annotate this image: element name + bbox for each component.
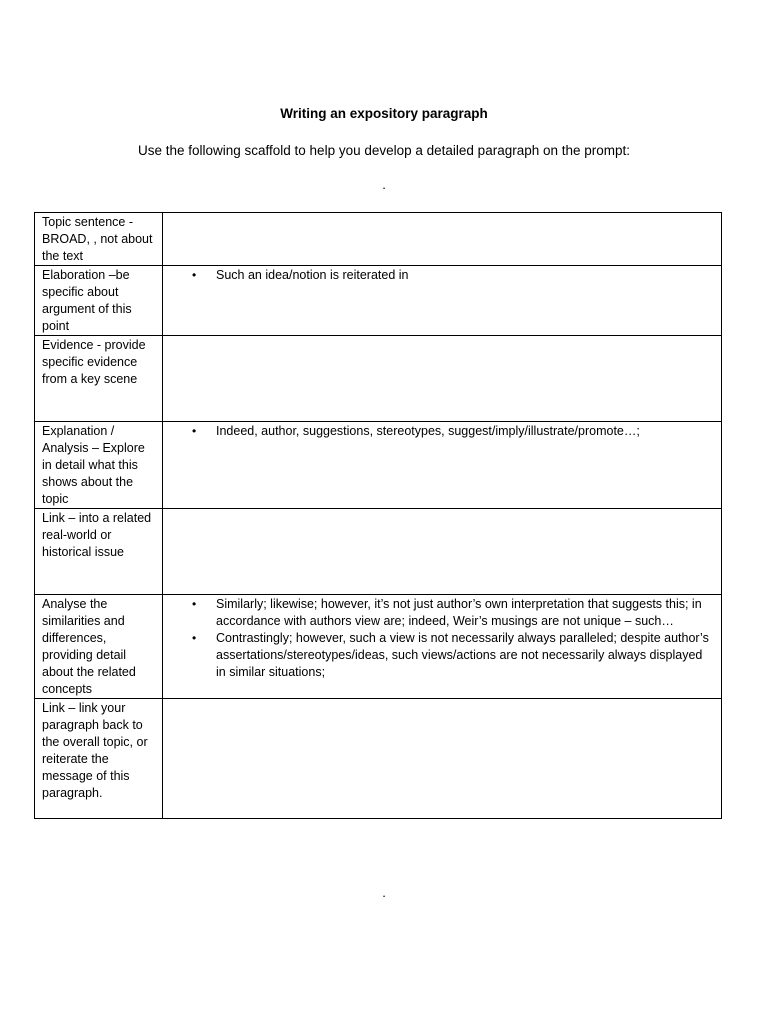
table-row-explanation xyxy=(35,422,722,509)
row-content xyxy=(163,699,722,819)
separator-dot-bottom: . xyxy=(382,885,386,900)
instruction-text: Use the following scaffold to help you develop a detailed paragraph on the prompt: xyxy=(137,143,631,158)
document-title: Writing an expository paragraph xyxy=(280,106,488,121)
bullet-item: • Contrastingly; however, such a view is not necessarily always paralleled; despite author’s assertations/stereotypes/ideas, such views/actions are not necessarily always displayed in similar situations; xyxy=(192,630,715,681)
table-row-link-real-world xyxy=(35,509,722,595)
row-label: Analyse the similarities and differences, providing detail about the related concepts xyxy=(35,595,163,699)
scaffold-table xyxy=(34,212,722,819)
row-label: Explanation / Analysis – Explore in detail what this shows about the topic xyxy=(35,422,163,509)
bullet-list xyxy=(192,596,715,681)
table-row-link-back xyxy=(35,699,722,819)
bullet-list xyxy=(192,267,715,284)
row-label: Evidence - provide specific evidence from a key scene xyxy=(35,336,163,422)
row-content xyxy=(163,509,722,595)
row-label: Topic sentence - BROAD, , not about the text xyxy=(35,213,163,266)
row-content xyxy=(163,336,722,422)
table-row-analyse xyxy=(35,595,722,699)
bullet-list xyxy=(192,423,715,440)
bullet-item: • Indeed, author, suggestions, stereotypes, suggest/imply/illustrate/promote…; xyxy=(192,423,715,440)
row-content xyxy=(163,266,722,336)
row-label: Link – link your paragraph back to the overall topic, or reiterate the message of this paragraph. xyxy=(35,699,163,819)
row-label: Elaboration –be specific about argument of this point xyxy=(35,266,163,336)
bullet-item: • Such an idea/notion is reiterated in xyxy=(192,267,715,284)
separator-dot-top: . xyxy=(382,177,386,192)
row-content xyxy=(163,213,722,266)
bullet-item: • Similarly; likewise; however, it’s not just author’s own interpretation that suggests this; in accordance with authors view are; indeed, Weir’s musings are not unique – such… xyxy=(192,596,715,630)
table-row-evidence xyxy=(35,336,722,422)
table-row-elaboration xyxy=(35,266,722,336)
row-label: Link – into a related real-world or historical issue xyxy=(35,509,163,595)
table-row-topic-sentence xyxy=(35,213,722,266)
row-content xyxy=(163,422,722,509)
row-content xyxy=(163,595,722,699)
